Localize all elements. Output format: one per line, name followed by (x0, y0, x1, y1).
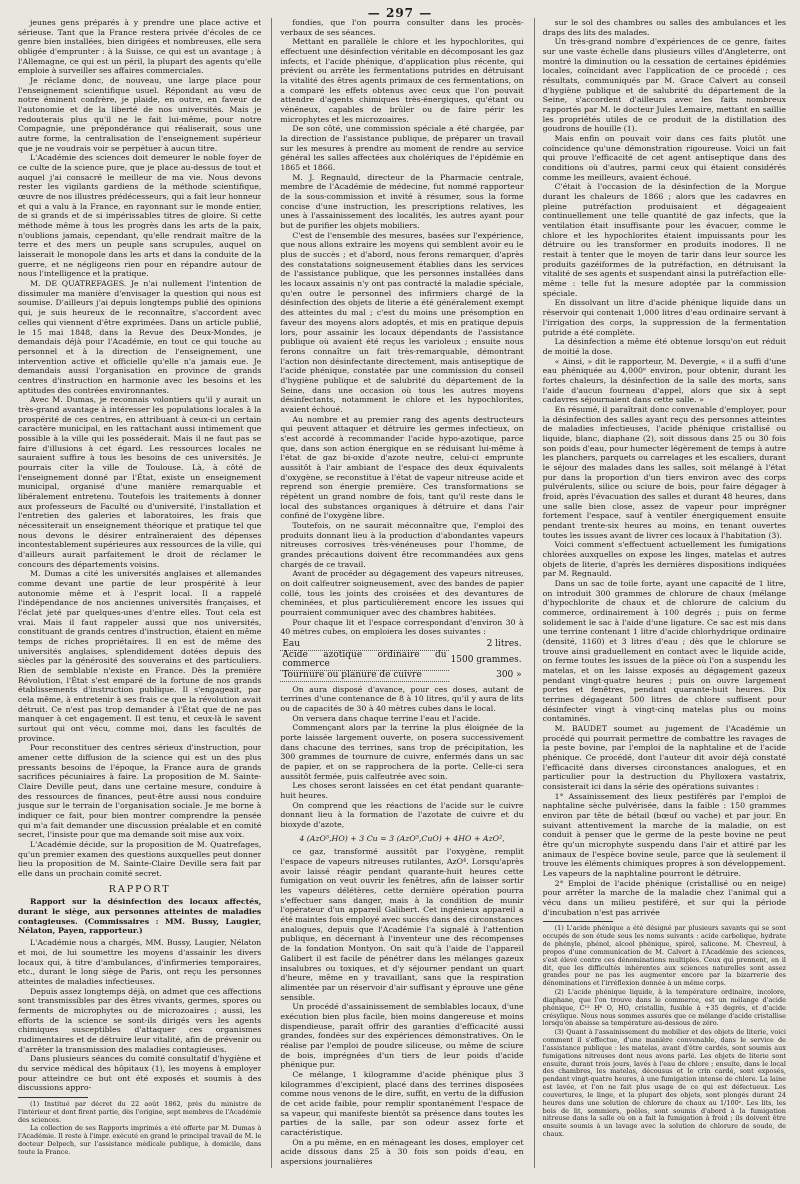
column-1 (14, 18, 261, 1168)
paragraph: On versera dans chaque terrine l'eau et l'acide. (292, 713, 481, 723)
dose-quantity: 2 litres. (486, 639, 522, 650)
table-row (280, 671, 523, 682)
table-row (280, 650, 523, 670)
paragraph: sur le sol des chambres ou salles des ambulances et les draps des lits des malades. (542, 18, 786, 37)
paragraph: On a pu même, en en ménageant les doses, employer cet acide dissous dans 25 à 30 fois son poids d'eau, en aspersions journalières (280, 1137, 524, 1166)
paragraph: Depuis assez longtemps déjà, on admet que ces affections sont transmissibles par des êtres vivants, germes, spores ou ferments de microphytes ou de microzoaires ; aussi, les efforts de la science se sont-ils dirigés vers les agents chimiques susceptibles d'attaquer ces organismes rudimentaires et de détruire leur vitalité, afin de prévenir ou d'arrêter la transmission des maladies contagieuses. (18, 986, 262, 1054)
paragraph: Mais enfin on pouvait voir dans ces faits plutôt une coïncidence qu'une démonstration rigoureuse. Voici un fait qui prouve l'efficacité de cet agent antiseptique dans des conditions où d'autres, parmi ceux qui étaient considérés comme les meilleurs, avaient échoué. (542, 134, 786, 182)
paragraph: C'était à l'occasion de la désinfection de la Morgue durant les chaleurs de 1866 ; alors que les cadavres en pleine putréfaction produisaient et dégageaient continuellement une telle quantité de gaz infects, que la ventilation était insuffisante pour les évacuer, comme le chlore et les hypochlorites étaient impuissants pour les détruire ou les transformer en produits inodores. Il ne restait à tenter que le moyen de tarir dans leur source les produits gazéiformes de la putréfaction, en détruisant la vitalité de ses agents et suspendant ainsi la putréfaction elle-même : telle fut la mesure adoptée par la commission spéciale. (542, 182, 786, 298)
footnote: (1) L'acide phénique a été désigné par plusieurs savants qui se sont occupés de son étude sous les noms suivants : acide carbolique, hydrate de phényle, phénol, alcool phénique, spirol, salicone. M. Chevreul, à propos d'une communication de M. Calvert à l'Académie des sciences, s'est élevé contre ces dénominations multiples. Ceux qui prennent, en il dit, que les difficultés inhérentes aux sciences naturelles sont assez grandes pour ne pas les augmenter encore par la bizarrerie des dénominations et l'irréflexion donnée à un même corps. (542, 924, 786, 988)
paragraph: Ce mélange, 1 kilogramme d'acide phénique plus 3 kilogrammes d'excipient, placé dans des terrines disposées comme nous venons de le dire, suffit, en vertu de la diffusion de cet acide faible, pour remplir spontanément l'espace de sa vapeur, qui manifeste bientôt sa présence dans toutes les parties de la salle, par son odeur assez forte et caractéristique. (280, 1069, 524, 1137)
column-2 (271, 18, 523, 1168)
paragraph: M. DE QUATREFAGES. Je n'ai nullement l'intention de dissimuler ma manière d'envisager la question qui nous est soumise. D'ailleurs j'ai depuis longtemps publié des opinions qui, je suis heureux de le reconnaître, s'accordent avec celles qui viennent d'être exprimées. Dans un article publié, le 15 mai 1848, dans la Revue des Deux-Mondes, je demandais déjà pour l'Académie, en tout ce qui touche au personnel et à la direction de l'enseignement, une intervention active et officielle qu'elle n'a jamais eue. Je demandais aussi l'organisation en province de grands centres d'instruction en harmonie avec les besoins et les aptitudes des contrées environnantes. (18, 279, 262, 395)
dose-item: Acide azotique ordinaire du commerce (282, 649, 447, 670)
paragraph: M. BAUDET soumet au jugement de l'Académie un procédé qui pourrait permettre de combattre les ravages de la peste bovine, par l'emploi de la naphtaline et de l'acide phénique. Ce procédé, dont l'auteur dit avoir déjà constaté l'efficacité dans diverses circonstances analogues, et en particulier pour la destruction du Phylloxera vastatrix, consisterait ici dans la série des opérations suivantes : (542, 724, 786, 792)
column-3 (534, 18, 786, 1168)
chemical-formula: 4 (AzO⁵,HO) + 3 Cu = 3 (AzO⁵,CuO) + 4HO + AzO², (299, 833, 505, 843)
paragraph: Dans un sac de toile forte, ayant une capacité de 1 litre, on introduit 300 grammes de chlorure de chaux (mélange d'hypochlorite de chaux et de chlorure de calcium du commerce, ordinairement à 100 degrés ; puis on ferme solidement le sac à l'aide d'une ligature. Ce sac est mis dans une terrine contenant 1 litre d'acide chlorhydrique ordinaire (densité, 1160) et 3 litres d'eau ; dès que le chlorure se trouve ainsi graduellement en contact avec le liquide acide, on ferme toutes les issues de la pièce où l'on a suspendu les matelas, et on les laisse exposés au dégagement gazeux pendant vingt-quatre heures ; puis on ouvre largement portes et fenêtres, pendant quarante-huit heures. Dix terrines dégageant 500 litres de chlore suffisent pour désinfecter vingt à vingt-cinq matelas plus ou moins contaminés. (542, 578, 786, 724)
paragraph: On comprend que les réactions de l'acide sur le cuivre donnant lieu à la formation de l'azotate de cuivre et du bioxyde d'azote, (280, 800, 524, 830)
paragraph: C'est de l'ensemble des mesures, basées sur l'expérience, que nous allons extraire les moyens qui semblent avoir eu le plus de succès ; et d'abord, nous ferons remarquer, d'après des constatations soigneusement établies dans les services de l'assistance publique, que les personnes installées dans les locaux assainis n'y ont pas contracté la maladie spéciale, qu'en outre le personnel des infirmiers chargé de la désinfection des objets de literie a été généralement exempt des atteintes du mal ; c'est du moins une présomption en faveur des moyens alors adoptés, et mis en pratique depuis lors, pour assainir les locaux dépendants de l'assistance publique où avaient été reçus les varioleux ; ensuite nous ferons connaître un fait très-remarquable, démontrant l'action non désinfectante directement, mais antiseptique de l'acide phénique, constatée par une commission du conseil d'hygiène publique et de salubrité du département de la Seine, dans une occasion où tous les autres moyens désinfectants, notamment le chlore et les hypochlorites, avaient échoué. (280, 230, 524, 414)
paragraph: L'Académie des sciences doit demeurer le noble foyer de ce culte de la science pure, que je place au-dessus de tout et auquel j'ai consacré le meilleur de ma vie. Nous devons rester les vigilants gardiens de la méthode scientifique, œuvre de nos illustres prédécesseurs, qui a fait leur honneur et qui a valu à la France, en rayonnant sur le monde entier, de si grands et de si impérissables titres de gloire. Si cette méthode même à tous les progrès dans les arts de la paix, n'oublions jamais, cependant, qu'elle rendrait maître de la terre et des mers un peuple sans scrupules, auquel on laisserait le monopole dans les arts et dans la conduite de la guerre, et ne négligeons rien pour en répandre autour de nous l'intelligence et la pratique. (18, 153, 262, 279)
paragraph: Un très-grand nombre d'expériences de ce genre, faites sur une vaste échelle dans plusieurs villes d'Angleterre, ont montré la diminution ou la cessation de certaines épidémies locales, coïncidant avec l'application de ce procédé ; ces résultats, communiqués par M. Grace Calvert au conseil d'hygiène publique et de salubrité du département de la Seine, s'accordent d'ailleurs avec les faits nombreux rapportés par M. le docteur Jules Lemaire, mettant en saillie les propriétés utiles de ce produit de la distillation des goudrons de houille (1). (542, 37, 786, 134)
paragraph: Commençant alors par la terrine la plus éloignée de la porte laissée largement ouverte, on posera successivement dans chacune des terrines, sans trop de précipitation, les 300 grammes de tournure de cuivre, enfermés dans un sac de papier, et on se rapprochera de la porte. Celle-ci sera aussitôt fermée, puis calfeutrée avec soin. (280, 723, 524, 781)
paragraph: « Ainsi, » dit le rapporteur, M. Devergie, « il a suffi d'une eau phéniquée au 4,000ᵉ environ, pour obtenir, durant les fortes chaleurs, la désinfection de la salle des morts, sans l'aide d'aucun fourneau d'appel, alors que six à sept cadavres séjournaient dans cette salle. » (542, 356, 786, 405)
section-subheading: Rapport sur la désinfection des locaux affectés, durant le siège, aux personnes atteintes de maladies contagieuses. (Commissaires : MM. Bussy, Laugier, Nélaton, Payen, rapporteur.) (18, 897, 262, 936)
footnote-rule (543, 921, 613, 922)
paragraph: Dans plusieurs séances du comité consultatif d'hygiène et du service médical des hôpitaux (1), les moyens à employer pour atteindre ce but ont été exposés et soumis à des discussions appro- (18, 1054, 262, 1093)
paragraph: Pour chaque lit et l'espace correspondant d'environ 30 à 40 mètres cubes, on emploiera les doses suivantes : (280, 617, 524, 637)
paragraph: Les choses seront laissées en cet état pendant quarante-huit heures. (280, 781, 524, 801)
paragraph: M. J. Regnauld, directeur de la Pharmacie centrale, membre de l'Académie de médecine, fut nommé rapporteur de la sous-commission et invité à résumer, sous la forme concise d'une instruction, les prescriptions relatives, les unes à l'assainissement des localités, les autres ayant pour but de purifier les objets mobiliers. (280, 172, 524, 231)
paragraph: Je réclame donc, de nouveau, une large place pour l'enseignement scientifique usuel. Répondant au vœu de notre éminent confrère, je plaide, en outre, en faveur de l'autonomie et de la liberté de nos universités. Mais je redouterais plus qu'il ne le fait lui-même, pour notre Compagnie, une prépondérance qui réaliserait, sous une autre forme, la centralisation de l'enseignement supérieur que je ne voudrais voir se perpétuer à aucun titre. (18, 76, 262, 153)
dose-quantity: 300 » (496, 670, 522, 681)
paragraph: Avec M. Dumas, je reconnais volontiers qu'il y aurait un très-grand avantage à intéresser les populations locales à la prospérité de ces centres, en attribuant à ceux-ci un certain caractère municipal, en les rattachant aussi intimement que possible à la ville qui les posséderait. Mais il ne faut pas se faire d'illusions à cet égard. Les ressources locales ne sauraient suffire à tous les besoins de ces universités. Je pourrais citer la ville de Toulouse. Là, à côté de l'enseignement donné par l'État, existe un enseignement municipal, organisé d'une manière remarquable et libéralement entretenu. Toutefois les traitements à donner aux professeurs de Faculté ou d'université, l'installation et l'entretien des galeries et laboratoires, les frais que nécessiterait un enseignement théorique et pratique tel que nous devons le désirer entraîneraient des dépenses incontestablement supérieures aux ressources de la ville, qui d'ailleurs aurait parfaitement le droit de réclamer le concours des départements voisins. (18, 395, 262, 569)
paragraph: L'Académie nous a chargés, MM. Bussy, Laugier, Nélaton et moi, de lui soumettre les moyens d'assainir les divers locaux qui, à titre d'ambulances, d'infirmeries temporaires, etc., durant le long siège de Paris, ont reçu les personnes atteintes de maladies infectieuses. (18, 938, 262, 986)
paragraph: En résumé, il paraîtrait donc convenable d'employer, pour la désinfection des salles ayant reçu des personnes atteintes de maladies infectieuses, l'acide phénique cristallisé ou liquide, blanc, diaphane (2), soit dissous dans 25 ou 30 fois son poids d'eau, pour humecter légèrement de temps à autre les planchers, parquets ou carrelages et les escaliers, durant le séjour des malades dans les salles, soit mélangé à l'état pur dans la proportion d'un tiers environ avec des corps pulvérulents, silice ou sciure de bois, pour faire dégager à froid, après l'évacuation des salles et durant 48 heures, dans une salle bien close, assez de vapeur pour imprégner fortement l'espace, sauf à ventiler énergiquement ensuite pendant trente-six heures au moins, en tenant ouvertes toutes les issues avant de livrer ces locaux à l'habitation (3). (542, 404, 786, 540)
columns (14, 18, 786, 1168)
page-number: — 297 — (367, 6, 433, 20)
paragraph: De son côté, une commission spéciale a été chargée, par la direction de l'assistance publique, de préparer un travail sur les mesures à prendre au moment de rendre au service général les salles affectées aux cholériques de l'épidémie en 1865 et 1866. (280, 124, 524, 173)
footnote: (1) Institué par décret du 22 août 1862, près du ministre de l'intérieur et dont firent partie, dès l'origine, sept membres de l'Académie des sciences. (18, 1099, 262, 1124)
paragraph: jeunes gens préparés à y prendre une place active et sérieuse. Tant que la France restera privée d'écoles de ce genre bien installées, bien dirigées et nombreuses, elle sera obligée d'emprunter : à la Suisse, ce qui est un avantage ; à l'Allemagne, ce qui est un péril, la plupart des agents qu'elle emploie à surveiller ses affaires commerciales. (18, 18, 262, 76)
paragraph: fondies, que l'on pourra consulter dans les procès-verbaux de ses séances. (280, 18, 524, 37)
paragraph: On aura disposé d'avance, pour ces doses, autant de terrines d'une contenance de 8 à 10 litres, qu'il y aura de lits ou de capacités de 30 à 40 mètres cubes dans le local. (280, 684, 524, 714)
paragraph: Au nombre et au premier rang des agents destructeurs qui peuvent attaquer et détruire les germes infectieux, on s'est accordé à recommander l'acide hypo-azotique, parce que, dans son action énergique en se réduisant lui-même à l'état de gaz bi-oxide d'azote neutre, celui-ci emprunte aussitôt à l'air ambiant de l'espace des deux équivalents d'oxygène, se reconstitue à l'état de vapeur nitreuse acide et reprend son énergie première. Ces transformations se répètent un grand nombre de fois, tant qu'il reste dans le local des substances organiques à détruire et dans l'air confiné de l'oxygène libre. (280, 414, 524, 521)
paragraph: Toutefois, on ne saurait méconnaître que, l'emploi des produits donnant lieu à la production d'abondantes vapeurs nitreuses corrosives très-vénéneuses pour l'homme, de grandes précautions doivent être recommandées aux gens chargés de ce travail. (280, 520, 524, 569)
footnote: (3) Quant à l'assainissement du mobilier et des objets de literie, voici comment il s'effectue, d'une manière convenable, dans le service de l'assistance publique : les matelas, avant d'être cardés, sont soumis aux fumigations nitreuses dont nous avons parlé. Les objets de literie sont ensuite, durant trois jours, lavés à l'eau de chlore ; ensuite, dans le local des chambres, les matelas, décousus et le crin cardé, sont exposés, pendant vingt-quatre heures, à une fumigation intense de chlore. La laine est lavée, et l'on ne fait plus usage de ce qui est défectueux. Les couvertures, le linge, et la plupart des objets, sont plongés durant 24 heures dans une solution de chlorure de chaux au 1/100ᵉ. Les lits, les bois de lit, sommiers, poêles, sont soumis d'abord à la fumigation nitreuse dans la salle où on a fait la fumigation à froid ; ils doivent être ensuite soumis à un lavage avec la solution de chlorure de soude, de chaux. (542, 1028, 786, 1139)
dose-quantity: 1500 grammes. (450, 654, 522, 665)
dose-table (280, 640, 523, 682)
footnote: La collection de ses Rapports imprimés a été offerte par M. Dumas à l'Académie. Il reste à l'impr. exécuté en grand le principal travail de M. le docteur Delpech, sur l'assistance médicale publique, à domicile, dans toute la France. (18, 1124, 262, 1156)
paragraph: En dissolvant un litre d'acide phénique liquide dans un réservoir qui contenait 1,000 litres d'eau ordinaire servant à l'irrigation des corps, la suppression de la fermentation putride a été complète. (542, 298, 786, 337)
paragraph: Mettant en parallèle le chlore et les hypochlorites, qui effectuent une désinfection véritable en décomposant les gaz infects, et l'acide phénique, d'application plus récente, qui prévient ou arrête les fermentations putrides en détruisant la vitalité des êtres agents primaux de ces fermentations, on a comparé les effets obtenus avec ceux que l'on pouvait attendre d'agents chimiques très-énergiques, qu'étant ou vénéneux, capables de brûler ou de faire périr les microphytes et les microzoaires. (280, 37, 524, 124)
footnote-rule (18, 1097, 88, 1098)
table-row (280, 640, 523, 650)
paragraph: Avant de procéder au dégagement des vapeurs nitreuses, on doit calfeutrer soigneusement, avec des bandes de papier collé, tous les joints des croisées et des devantures de cheminées, et plus particulièrement encore les issues qui pourraient communiquer avec des chambres habitées. (280, 569, 524, 617)
paragraph: M. Dumas a cité les universités anglaises et allemandes comme devant une partie de leur prospérité à leur autonomie même et à l'esprit local. Il a rappelé l'indépendance de nos anciennes universités françaises, et l'éclat jeté par quelques-unes d'entre elles. Tout cela est vrai. Mais il faut rappeler aussi que nos universités, constituant de grands centres d'instruction, étaient en même temps de riches propriétaires. Il en est de même des universités anglaises, splendidement dotées depuis des siècles par la générosité des souverains et des particuliers. Rien de semblable n'existe en France. Dès la première Révolution, l'État s'est emparé de la fortune de nos grands établissements d'instruction publique. Il s'engageait, par cela même, à entretenir à ses frais ce que la révolution avait détruit. Ce n'est pas trop demander à l'État que de ne pas manquer à cet engagement. Il est tenu, et ceux-là le savent surtout qui ont vécu, comme moi, dans les facultés de province. (18, 569, 262, 743)
paragraph: La désinfection a même été obtenue lorsqu'on eut réduit de moitié la dose. (542, 337, 786, 356)
paragraph: Pour reconstituer des centres sérieux d'instruction, pour amener cette diffusion de la science qui est un des plus pressants besoins de l'époque, la France aura de grands sacrifices pécuniaires à faire. La proposition de M. Sainte-Claire Deville peut, dans une certaine mesure, conduire à des ressources de finances, peut-être aussi nous conduire jusque sur le terrain de l'organisation sociale. Je me borne à indiquer ce fait, pour bien montrer comprendre la pensée qui m'a fait demander une discussion préalable et en comité secret, l'insiste pour que ma demande soit mise aux voix. (18, 743, 262, 840)
paragraph: 1° Assainissement des lieux pestiférés par l'emploi de naphtaline sèche pulvérisée, dans la faible : 150 grammes environ par tête de bétail (bœuf ou vache) et par jour. En suivant attentivement la marche de la maladie, on est conduit à penser que le germe de la peste bovine ne peut être qu'un microphyte suspendu dans l'air et attiré par les animaux de l'espèce bovine seule, parce que là seulement il trouve les éléments chimiques propres à son développement. Les vapeurs de la naphtaline pourront le détruire. (542, 791, 786, 879)
paragraph: ce gaz, transformé aussitôt par l'oxygène, remplit l'espace de vapeurs nitreuses rutilantes, AzO⁴. Lorsqu'après avoir laissé réagir pendant quarante-huit heures cette fumigation on veut ouvrir les fenêtres, afin de laisser sortir les vapeurs délétères, cette dernière opération pourra s'effectuer sans danger, mais à la condition de munir l'opérateur d'un appareil Galibert. Cet ingénieux appareil a été maintes fois employé avec succès dans des circonstances analogues, depuis que l'Académie l'a signalé à l'attention publique, en décernant à l'inventeur une des récompenses de la fondation Montyon. On sait qu'à l'aide de l'appareil Galibert il est facile de pénétrer dans les mélanges gazeux insalubres ou toxiques, et d'y séjourner pendant un quart d'heure, même en y travaillant, sans que la respiration alimentée par un réservoir d'air suffisant y éprouve une gêne sensible. (280, 847, 524, 1002)
paragraph: L'Académie décide, sur la proposition de M. Quatrefages, qu'un premier examen des questions auxquelles peut donner lieu la proposition de M. Sainte-Claire Deville sera fait par elle dans un prochain comité secret. (18, 840, 262, 879)
paragraph: Un procédé d'assainissement de semblables locaux, d'une exécution bien plus facile, bien moins dangereuse et moins dispendieuse, paraît offrir des garanties d'efficacité aussi grandes, fondées sur des expériences démonstratives. On le réalise par l'emploi de poudre siliceuse, ou même de sciure de bois, imprégnées d'un tiers de leur poids d'acide phénique pur. (280, 1002, 524, 1070)
footnote: (2) L'acide phénique liquide, à la température ordinaire, incolore, diaphane, que l'on trouve dans le commerce, est un mélange d'acide phénique, C¹² H⁶ O, HO, cristallin, fusible à +35 degrés, et d'acide crésylique. Nous nous sommes assurés que ce mélange d'acide cristallise lorsqu'on abaisse sa température au-dessous de zéro. (542, 988, 786, 1028)
paragraph: Voici comment s'effectuent actuellement les fumigations chlorées auxquelles on expose les linges, matelas et autres objets de literie, d'après les dernières dispositions indiquées par M. Regnauld. (542, 540, 786, 579)
paragraph: 2° Emploi de l'acide phénique (cristallisé ou en neige) pour arrêter la marche de la maladie chez l'animal qui a vécu dans un milieu pestiféré, et sur qui la période d'incubation n'est pas arrivée (542, 878, 786, 917)
dose-item: Eau (280, 640, 448, 650)
dose-item: Tournure ou planure de cuivre (280, 671, 448, 682)
section-heading: RAPPORT (108, 883, 171, 895)
